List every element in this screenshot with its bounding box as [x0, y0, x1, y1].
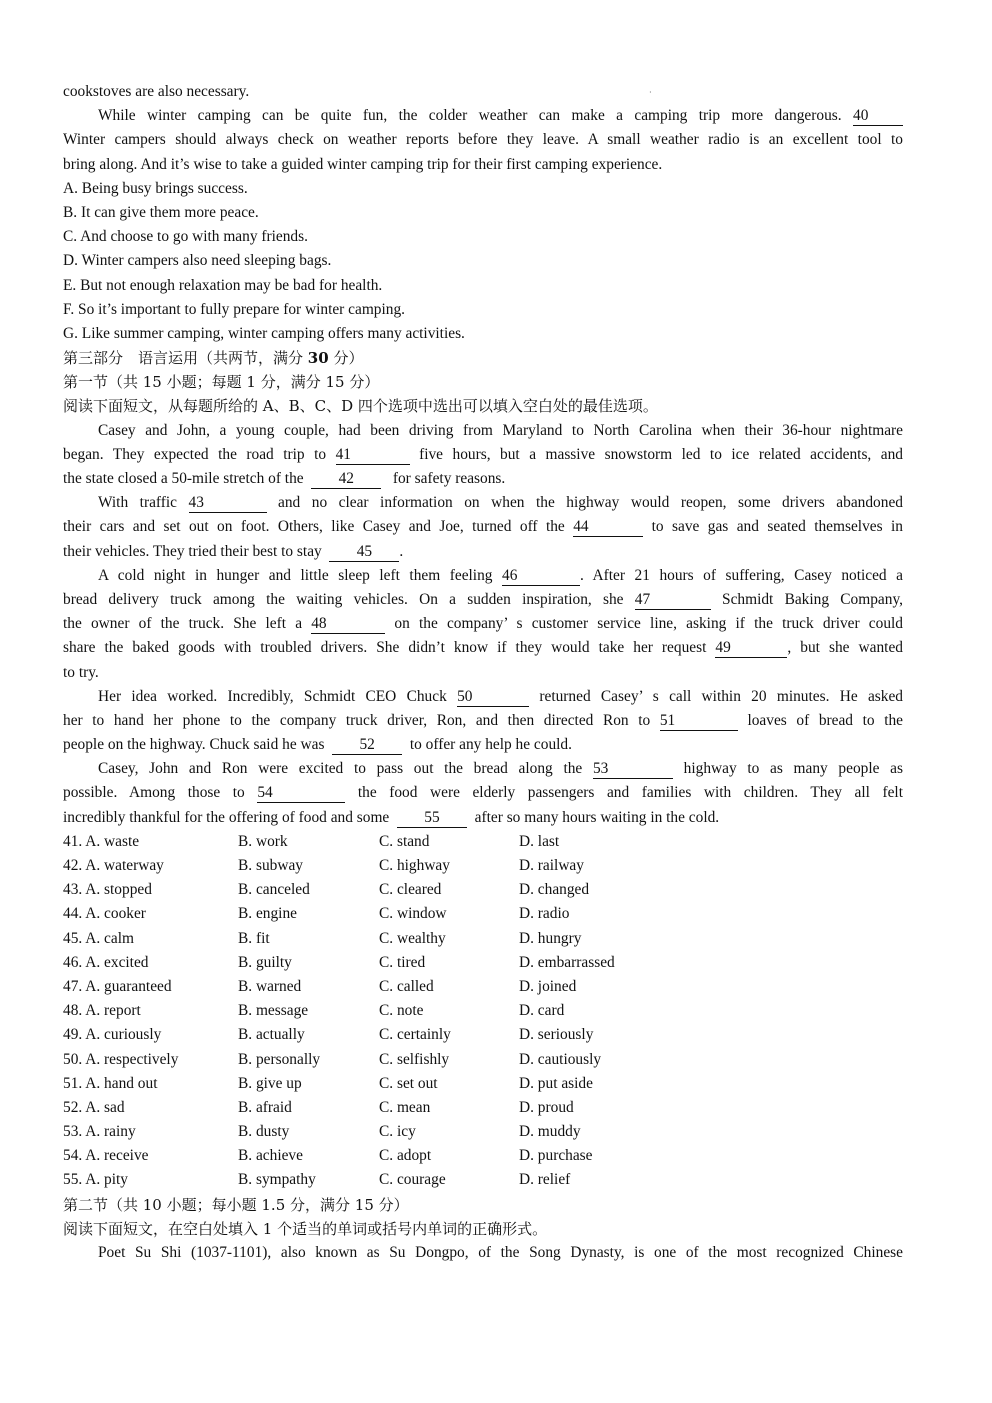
choice-d[interactable]: D. railway: [519, 857, 584, 874]
text-line: Her idea worked. Incredibly, Schmidt CEO Chuck 50 returned Casey’ s call within 20 minutes. He asked: [98, 687, 903, 705]
choice-b[interactable]: B. canceled: [238, 881, 310, 899]
option-f: F. So it’s important to fully prepare for winter camping.: [63, 300, 405, 318]
choice-d[interactable]: D. last: [519, 832, 560, 850]
choice-b[interactable]: B. dusty: [238, 1123, 290, 1141]
section2-heading: 第二节（共 10 小题；每小题 1.5 分，满分 15 分）: [63, 1195, 409, 1214]
text-line: bring along. And it’s wise to take a guided winter camping trip for their first camping experience.: [63, 155, 663, 173]
question-44: [63, 902, 903, 926]
choice-d[interactable]: D. embarrassed: [519, 953, 615, 971]
choice-b[interactable]: B. achieve: [238, 1147, 303, 1165]
choice-c[interactable]: C. highway: [379, 857, 450, 874]
choice-d[interactable]: D. relief: [519, 1171, 571, 1189]
choice-c[interactable]: C. icy: [379, 1123, 416, 1141]
choice-c[interactable]: C. courage: [379, 1171, 446, 1189]
blank-43[interactable]: 43: [189, 494, 267, 513]
choice-b[interactable]: B. work: [238, 832, 288, 850]
choice-a[interactable]: 54. A. receive: [63, 1147, 149, 1165]
choice-a[interactable]: 51. A. hand out: [63, 1074, 158, 1092]
choice-d[interactable]: D. card: [519, 1002, 565, 1020]
choice-d[interactable]: D. joined: [519, 977, 577, 995]
question-53: [63, 1120, 903, 1144]
section1-instructions: 阅读下面短文，从每题所给的 A、B、C、D 四个选项中选出可以填入空白处的最佳选项。: [63, 397, 658, 416]
text-line: their cars and set out on foot. Others, like Casey and Joe, turned off the 44 to save gas and seated themselves in: [63, 518, 903, 536]
choice-d[interactable]: D. put aside: [519, 1074, 593, 1092]
text-line: share the baked goods with troubled drivers. She didn’t know if they would take her request 49 , but she wanted: [63, 639, 903, 657]
text-line: Casey and John, a young couple, had been driving from Maryland to North Carolina when their 36-hour nightmare: [98, 421, 903, 439]
option-b: B. It can give them more peace.: [63, 203, 259, 221]
choice-a[interactable]: 47. A. guaranteed: [63, 977, 172, 995]
choice-c[interactable]: C. note: [379, 1002, 424, 1020]
choice-c[interactable]: C. selfishly: [379, 1050, 450, 1068]
text-line: A cold night in hunger and little sleep left them feeling 46 . After 21 hours of suffering, Casey noticed a: [98, 566, 903, 584]
choice-a[interactable]: 50. A. respectively: [63, 1050, 179, 1068]
text-line: their vehicles. They tried their best to stay 45 .: [63, 542, 404, 560]
choice-c[interactable]: C. set out: [379, 1074, 438, 1092]
choice-a[interactable]: 55. A. pity: [63, 1171, 128, 1189]
choice-b[interactable]: B. give up: [238, 1074, 302, 1092]
question-49: [63, 1023, 903, 1047]
choice-a[interactable]: 48. A. report: [63, 1002, 141, 1020]
question-45: [63, 927, 903, 951]
text-line: While winter camping can be quite fun, the colder weather can make a camping trip more dangerous. 40: [63, 104, 903, 128]
text-line: possible. Among those to 54 the food were elderly passengers and families with children. They all felt: [63, 784, 903, 802]
choice-d[interactable]: D. proud: [519, 1098, 574, 1116]
choice-d[interactable]: D. changed: [519, 881, 590, 899]
text-line: bread delivery truck among the waiting vehicles. On a sudden inspiration, she 47 Schmidt Baking Company,: [63, 590, 903, 608]
text-line: Casey, John and Ron were excited to pass out the bread along the 53 highway to as many people as: [98, 760, 903, 778]
choice-d[interactable]: D. cautiously: [519, 1050, 602, 1068]
choice-b[interactable]: B. warned: [238, 977, 302, 995]
blank-46[interactable]: 46: [502, 567, 580, 586]
text-line: Poet Su Shi (1037-1101), also known as Su Dongpo, of the Song Dynasty, is one of the most recognized Chinese: [98, 1244, 903, 1261]
choice-b[interactable]: B. message: [238, 1002, 309, 1020]
choice-c[interactable]: C. certainly: [379, 1026, 451, 1044]
section1-heading: 第一节（共 15 小题；每题 1 分，满分 15 分）: [63, 373, 380, 392]
option-g: G. Like summer camping, winter camping offers many activities.: [63, 324, 465, 342]
question-43: [63, 878, 903, 902]
choice-c[interactable]: C. adopt: [379, 1147, 432, 1165]
blank-48[interactable]: 48: [311, 615, 385, 634]
text-line: began. They expected the road trip to 41 five hours, but a massive snowstorm led to ice related accidents, and: [63, 445, 903, 463]
option-c: C. And choose to go with many friends.: [63, 228, 308, 246]
choice-d[interactable]: D. muddy: [519, 1123, 581, 1141]
text-line: With traffic 43 and no clear information on when the highway would reopen, some drivers abandoned: [98, 494, 903, 512]
choice-d[interactable]: D. radio: [519, 905, 570, 923]
text-line: cookstoves are also necessary.: [63, 83, 250, 100]
choice-d[interactable]: D. hungry: [519, 929, 582, 947]
blank-41[interactable]: 41: [336, 446, 410, 465]
text-line: people on the highway. Chuck said he was 52 to offer any help he could.: [63, 736, 572, 754]
reading-options: [63, 177, 903, 346]
question-54: [63, 1144, 903, 1168]
question-42: [63, 854, 903, 878]
blank-42[interactable]: 42: [311, 470, 381, 489]
option-d: D. Winter campers also need sleeping bags.: [63, 252, 332, 270]
text-line: the owner of the truck. She left a 48 on the company’ s customer service line, asking if the truck driver could: [63, 615, 903, 633]
question-46: [63, 951, 903, 975]
choice-a[interactable]: 42. A. waterway: [63, 857, 164, 874]
choice-a[interactable]: 45. A. calm: [63, 929, 134, 947]
choice-c[interactable]: C. stand: [379, 832, 430, 850]
exam-page: [63, 80, 903, 1265]
question-50: [63, 1048, 903, 1072]
choice-c[interactable]: C. tired: [379, 953, 426, 971]
blank-47[interactable]: 47: [635, 591, 711, 610]
choice-b[interactable]: B. personally: [238, 1050, 321, 1068]
question-52: [63, 1096, 903, 1120]
question-47: [63, 975, 903, 999]
choice-a[interactable]: 46. A. excited: [63, 953, 149, 971]
choice-b[interactable]: B. sympathy: [238, 1171, 316, 1189]
question-48: [63, 999, 903, 1023]
choice-a[interactable]: 52. A. sad: [63, 1098, 125, 1116]
choice-b[interactable]: B. guilty: [238, 953, 292, 971]
choice-b[interactable]: B. fit: [238, 929, 270, 947]
blank-54[interactable]: 54: [257, 784, 345, 803]
blank-52[interactable]: 52: [332, 736, 402, 755]
choice-a[interactable]: 41. A. waste: [63, 832, 140, 850]
section2-instructions: 阅读下面短文，在空白处填入 1 个适当的单词或括号内单词的正确形式。: [63, 1219, 548, 1238]
question-options: [63, 830, 903, 1193]
blank-55[interactable]: 55: [397, 809, 467, 828]
text-line: the state closed a 50-mile stretch of the 42 for safety reasons.: [63, 470, 506, 487]
choice-c[interactable]: C. cleared: [379, 881, 442, 899]
choice-b[interactable]: B. afraid: [238, 1098, 292, 1116]
option-a: A. Being busy brings success.: [63, 179, 248, 197]
blank-40[interactable]: 40: [853, 107, 903, 126]
choice-a[interactable]: 43. A. stopped: [63, 881, 152, 899]
blank-44[interactable]: 44: [573, 518, 643, 537]
blank-51[interactable]: 51: [660, 712, 738, 731]
blank-45[interactable]: 45: [329, 543, 399, 562]
blank-49[interactable]: 49: [715, 639, 787, 658]
choice-d[interactable]: D. purchase: [519, 1147, 593, 1165]
choice-a[interactable]: 49. A. curiously: [63, 1026, 162, 1044]
stray-dot: ·: [649, 88, 652, 97]
question-55: [63, 1168, 903, 1192]
text-line: incredibly thankful for the offering of food and some 55 after so many hours waiting in the cold.: [63, 808, 720, 826]
choice-c[interactable]: C. window: [379, 905, 447, 923]
text-line: Winter campers should always check on weather reports before they leave. A small weather radio is an excellent tool to: [63, 131, 903, 149]
choice-c[interactable]: C. called: [379, 977, 434, 995]
choice-a[interactable]: 44. A. cooker: [63, 905, 146, 923]
text-line: her to hand her phone to the company truck driver, Ron, and then directed Ron to 51 loaves of bread to the: [63, 711, 903, 729]
part3-heading: 第三部分 语言运用（共两节，满分 30 分）: [63, 349, 364, 368]
blank-53[interactable]: 53: [593, 760, 673, 779]
text-line: to try.: [63, 663, 99, 681]
blank-50[interactable]: 50: [457, 688, 529, 707]
choice-d[interactable]: D. seriously: [519, 1026, 594, 1044]
choice-a[interactable]: 53. A. rainy: [63, 1123, 136, 1141]
choice-c[interactable]: C. wealthy: [379, 929, 446, 947]
choice-b[interactable]: B. engine: [238, 905, 297, 923]
question-41: [63, 830, 903, 854]
choice-b[interactable]: B. actually: [238, 1026, 305, 1044]
option-e: E. But not enough relaxation may be bad for health.: [63, 276, 383, 294]
cloze-passage: [63, 419, 903, 830]
question-51: [63, 1072, 903, 1096]
choice-b[interactable]: B. subway: [238, 857, 303, 874]
choice-c[interactable]: C. mean: [379, 1098, 431, 1116]
